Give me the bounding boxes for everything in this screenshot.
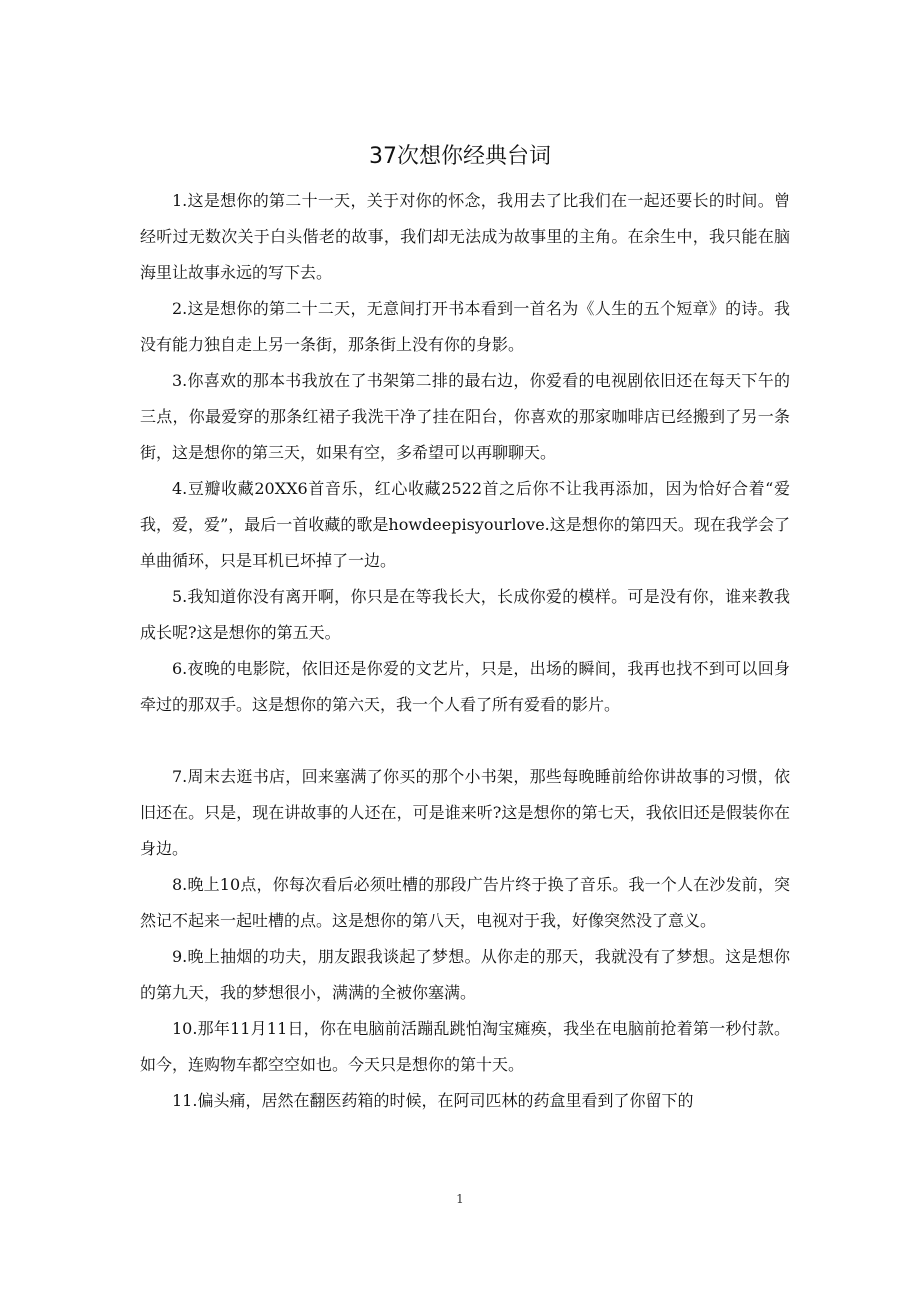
paragraph-5: 5.我知道你没有离开啊，你只是在等我长大，长成你爱的模样。可是没有你，谁来教我成长呢?这是想你的第五天。 xyxy=(140,587,790,642)
page-number: 1 xyxy=(456,1192,464,1206)
document-body xyxy=(140,183,790,1119)
paragraph-11: 11.偏头痛，居然在翻医药箱的时候，在阿司匹林的药盒里看到了你留下的 xyxy=(172,1091,694,1110)
paragraph-4: 4.豆瓣收藏20XX6首音乐，红心收藏2522首之后你不让我再添加，因为恰好合着“爱我，爱，爱”，最后一首收藏的歌是howdeepisyourlove.这是想你的第四天。现在我学会了单曲循环，只是耳机已坏掉了一边。 xyxy=(140,479,790,570)
document-title: 37次想你经典台词 xyxy=(369,144,551,169)
blank-line xyxy=(140,723,790,759)
paragraph-8: 8.晚上10点，你每次看后必须吐槽的那段广告片终于换了音乐。我一个人在沙发前，突然记不起来一起吐槽的点。这是想你的第八天，电视对于我，好像突然没了意义。 xyxy=(140,875,790,930)
paragraph-7: 7.周末去逛书店，回来塞满了你买的那个小书架，那些每晚睡前给你讲故事的习惯，依旧还在。只是，现在讲故事的人还在，可是谁来听?这是想你的第七天，我依旧还是假装你在身边。 xyxy=(140,767,790,858)
paragraph-6: 6.夜晚的电影院，依旧还是你爱的文艺片，只是，出场的瞬间，我再也找不到可以回身牵过的那双手。这是想你的第六天，我一个人看了所有爱看的影片。 xyxy=(140,659,790,714)
paragraph-9: 9.晚上抽烟的功夫，朋友跟我谈起了梦想。从你走的那天，我就没有了梦想。这是想你的第九天，我的梦想很小，满满的全被你塞满。 xyxy=(140,947,790,1002)
paragraph-2: 2.这是想你的第二十二天，无意间打开书本看到一首名为《人生的五个短章》的诗。我没有能力独自走上另一条街，那条街上没有你的身影。 xyxy=(140,299,790,354)
paragraph-1: 1.这是想你的第二十一天，关于对你的怀念，我用去了比我们在一起还要长的时间。曾经听过无数次关于白头偕老的故事，我们却无法成为故事里的主角。在余生中，我只能在脑海里让故事永远的写下去。 xyxy=(140,191,790,282)
paragraph-10: 10.那年11月11日，你在电脑前活蹦乱跳怕淘宝瘫痪，我坐在电脑前抢着第一秒付款。如今，连购物车都空空如也。今天只是想你的第十天。 xyxy=(140,1019,790,1074)
paragraph-3: 3.你喜欢的那本书我放在了书架第二排的最右边，你爱看的电视剧依旧还在每天下午的三点，你最爱穿的那条红裙子我洗干净了挂在阳台，你喜欢的那家咖啡店已经搬到了另一条街，这是想你的第三天，如果有空，多希望可以再聊聊天。 xyxy=(140,371,790,462)
